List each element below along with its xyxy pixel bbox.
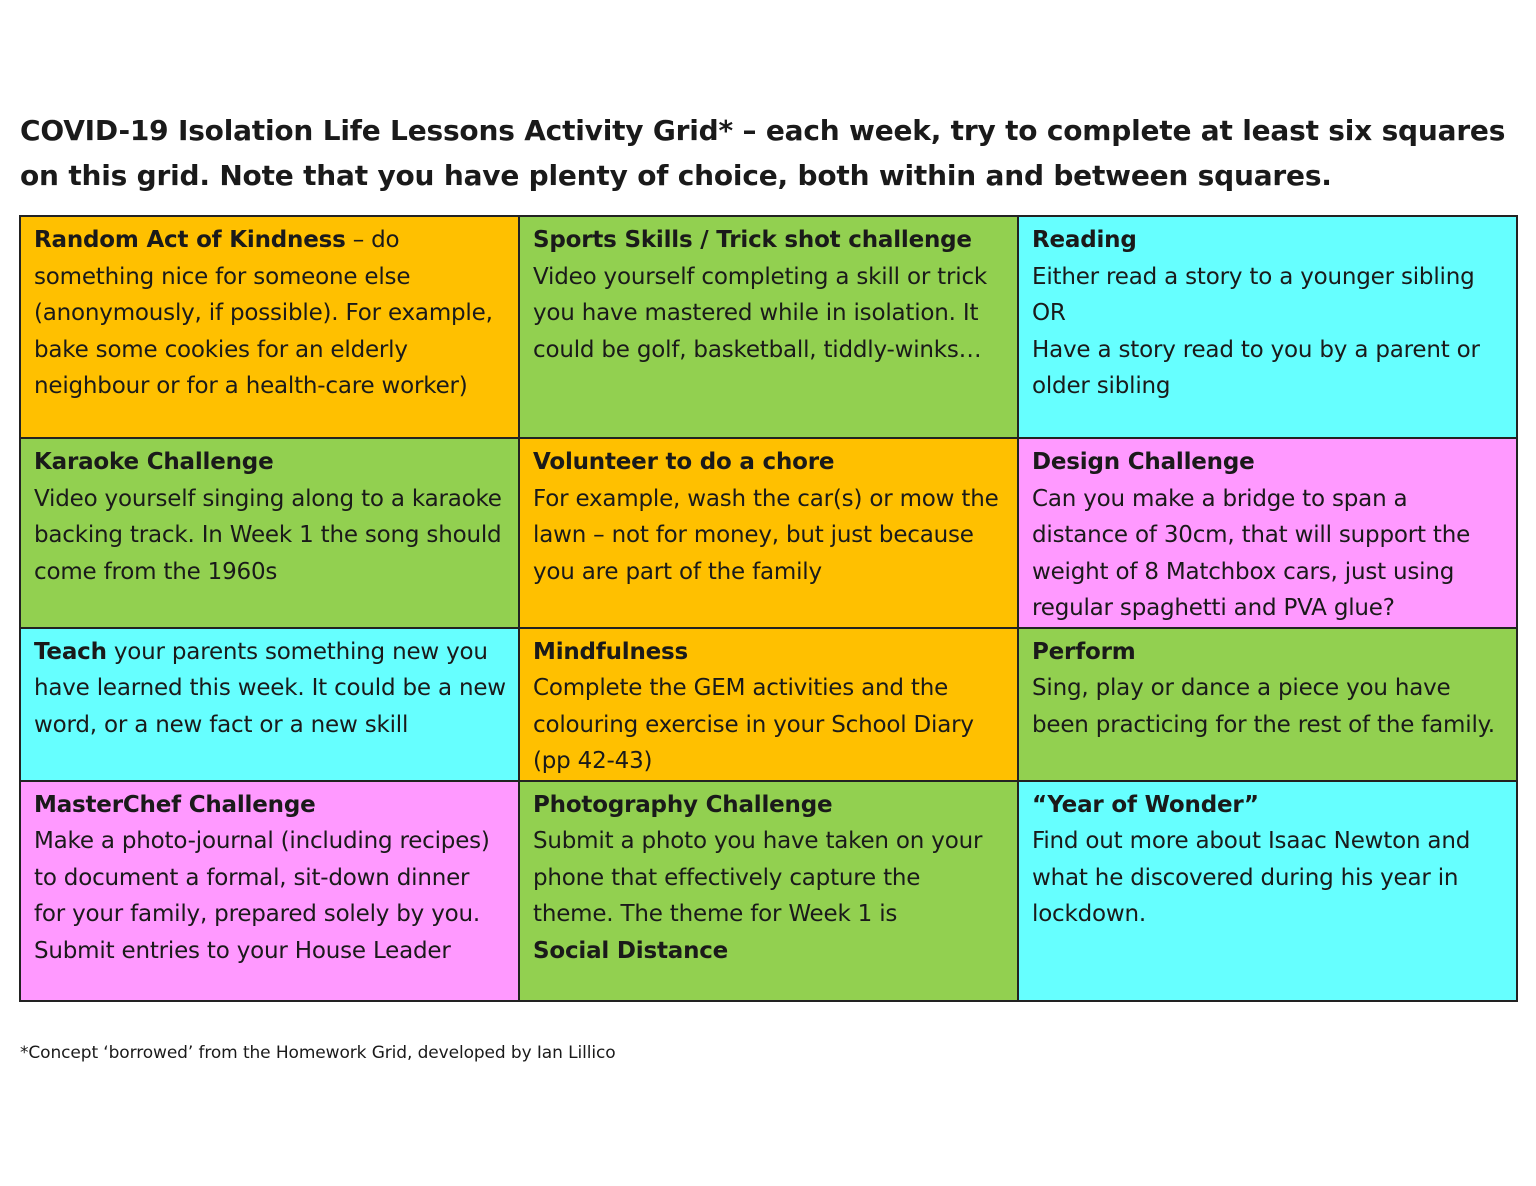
cell-body-line: Have a story read to you by a parent or older sibling — [1032, 336, 1480, 399]
cell-sports-skills — [519, 216, 1018, 438]
cell-title: Sports Skills / Trick shot challenge — [533, 227, 972, 253]
cell-title: Random Act of Kindness — [34, 227, 346, 253]
grid-row-4 — [20, 781, 1517, 1001]
cell-body: Sing, play or dance a piece you have been practicing for the rest of the family. — [1032, 675, 1495, 738]
cell-photography-challenge — [519, 781, 1018, 1001]
cell-body: Complete the GEM activities and the colouring exercise in your School Diary (pp 42-43) — [533, 675, 974, 774]
cell-body-line: Either read a story to a younger sibling — [1032, 263, 1475, 290]
cell-title: “Year of Wonder” — [1032, 791, 1259, 818]
activity-grid — [19, 215, 1518, 1002]
cell-title: Photography Challenge — [533, 791, 833, 818]
cell-title: Karaoke Challenge — [34, 449, 274, 475]
cell-volunteer-chore — [519, 438, 1018, 628]
cell-title: MasterChef Challenge — [34, 791, 316, 818]
cell-title: Reading — [1032, 227, 1137, 253]
cell-body: Find out more about Isaac Newton and what he discovered during his year in lockdown. — [1032, 828, 1471, 927]
cell-title: Design Challenge — [1032, 449, 1255, 475]
cell-masterchef-challenge — [20, 781, 519, 1001]
footnote: *Concept ‘borrowed’ from the Homework Grid, developed by Ian Lillico — [20, 1043, 616, 1063]
cell-body: Make a photo-journal (including recipes) to document a formal, sit-down dinner for your family, prepared solely by you. Submit entries to your House Leader — [34, 828, 490, 964]
cell-body-line: OR — [1032, 300, 1066, 326]
grid-row-1 — [20, 216, 1517, 438]
grid-row-2 — [20, 438, 1517, 628]
cell-title: Mindfulness — [533, 638, 689, 665]
cell-body: Video yourself singing along to a karaoke backing track. In Week 1 the song should come from the 1960s — [34, 485, 502, 585]
cell-title: Volunteer to do a chore — [533, 449, 835, 475]
cell-title: Teach — [34, 638, 107, 665]
cell-title: Perform — [1032, 638, 1136, 665]
cell-body: Submit a photo you have taken on your phone that effectively capture the theme. The theme for Week 1 is — [533, 828, 983, 927]
cell-body: – do something nice for someone else (anonymously, if possible). For example, bake some cookies for an elderly neighbour or for a health-care worker) — [34, 227, 493, 399]
cell-random-act-of-kindness — [20, 216, 519, 438]
cell-karaoke-challenge — [20, 438, 519, 628]
cell-reading — [1018, 216, 1517, 438]
cell-mindfulness — [519, 628, 1018, 781]
cell-theme: Social Distance — [533, 937, 729, 964]
cell-year-of-wonder — [1018, 781, 1517, 1001]
cell-design-challenge — [1018, 438, 1517, 628]
cell-perform — [1018, 628, 1517, 781]
cell-teach — [20, 628, 519, 781]
cell-body: your parents something new you have learned this week. It could be a new word, or a new fact or a new skill — [34, 638, 506, 738]
cell-body: Can you make a bridge to span a distance of 30cm, that will support the weight of 8 Matchbox cars, just using regular spaghetti and PVA glue? — [1032, 485, 1471, 621]
page-title: COVID-19 Isolation Life Lessons Activity Grid* – each week, try to complete at least six squares on this grid. Note that you have plenty of choice, both within and between squares. — [20, 114, 1506, 192]
grid-row-3 — [20, 628, 1517, 781]
cell-body: Video yourself completing a skill or trick you have mastered while in isolation. It could be golf, basketball, tiddly-winks… — [533, 263, 988, 363]
cell-body: For example, wash the car(s) or mow the lawn – not for money, but just because you are part of the family — [533, 485, 999, 585]
